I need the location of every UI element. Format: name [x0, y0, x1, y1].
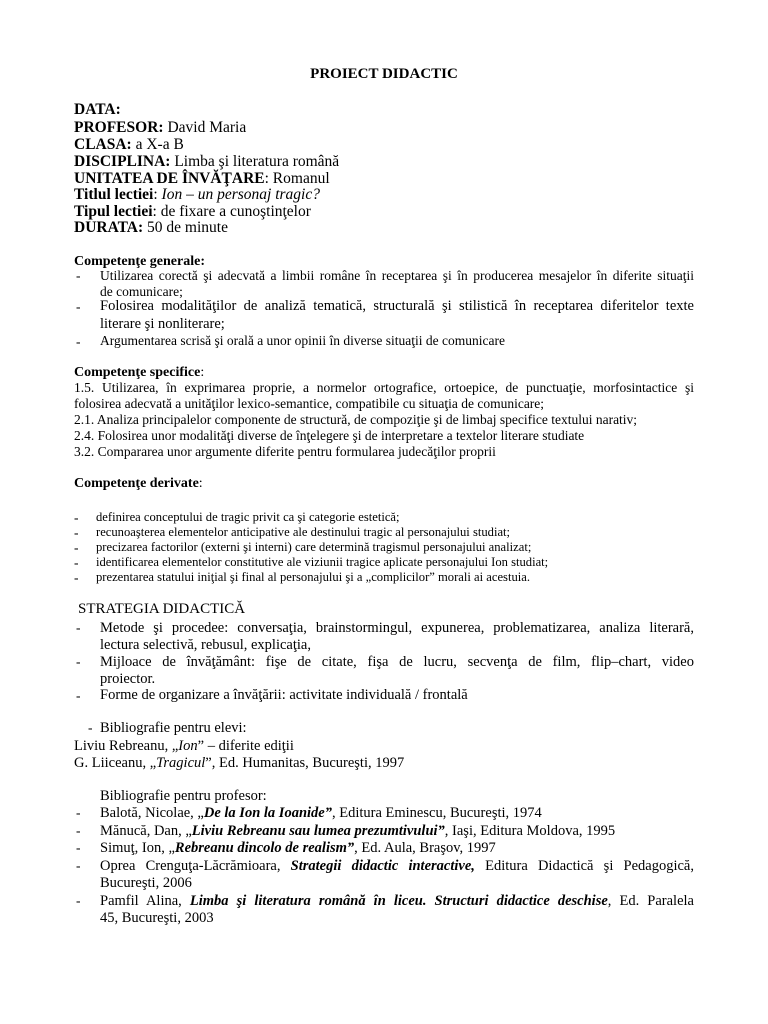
biblio-entry-cont: Bucureşti, 2006: [100, 875, 192, 891]
data-line: [74, 101, 121, 118]
competente-specifice-heading: Competenţe specifice:: [74, 365, 205, 380]
list-item: Argumentarea scrisă şi orală a unor opinii în diverse situaţii de comunicare: [100, 333, 505, 348]
durata-label: DURATA:: [74, 219, 144, 236]
titlul-value: Ion – un personaj tragic?: [161, 186, 320, 203]
list-dash: -: [76, 268, 81, 283]
clasa-line: [74, 136, 184, 153]
disciplina-label: DISCIPLINA:: [74, 153, 171, 170]
unitatea-label: UNITATEA DE ÎNVĂŢARE: [74, 170, 265, 187]
biblio-entry: Mănucă, Dan, „Liviu Rebreanu sau lumea prezumtivului”, Iaşi, Editura Moldova, 1995: [100, 823, 616, 839]
list-dash: -: [76, 840, 81, 855]
list-dash: -: [74, 570, 79, 585]
strategy-item: Mijloace de învăţământ: fişe de citate, fişa de lucru, secvenţa de film, flip–chart, video: [100, 654, 694, 670]
biblio-elevi-heading: Bibliografie pentru elevi:: [100, 720, 247, 736]
durata-value: 50 de minute: [143, 219, 228, 236]
data-label: DATA:: [74, 101, 121, 118]
disciplina-value: Limba şi literatura română: [170, 153, 340, 170]
strategia-heading: STRATEGIA DIDACTICĂ: [78, 601, 246, 617]
list-dash: -: [88, 720, 93, 735]
list-dash: -: [76, 299, 81, 314]
durata-line: [74, 219, 228, 236]
profesor-label: PROFESOR:: [74, 119, 164, 136]
list-dash: -: [74, 540, 79, 555]
derived-item: precizarea factorilor (externi şi interni) care determină tragismul personajului analizat;: [96, 540, 532, 554]
biblio-entry: Balotă, Nicolae, „De la Ion la Ioanide”, Editura Eminescu, Bucureşti, 1974: [100, 805, 542, 821]
list-dash: -: [76, 334, 81, 349]
list-dash: -: [76, 654, 81, 669]
list-dash: -: [76, 805, 81, 820]
derived-item: recunoaşterea elementelor anticipative ale destinului tragic al personajului studiat;: [96, 525, 511, 539]
tipul-value: : de fixare a cunoştinţelor: [152, 203, 311, 220]
derived-item: identificarea elementelor constitutive ale viziunii tragice aplicate personajului Ion studiat;: [96, 555, 549, 569]
biblio-profesor-heading: Bibliografie pentru profesor:: [100, 788, 267, 804]
list-dash: -: [76, 858, 81, 873]
tipul-line: [74, 203, 311, 220]
list-dash: -: [76, 823, 81, 838]
strategy-item: Forme de organizare a învăţării: activitate individuală / frontală: [100, 687, 468, 703]
tipul-label: Tipul lectiei: [74, 203, 153, 220]
derived-item: definirea conceptului de tragic privit ca şi categorie estetică;: [96, 510, 400, 524]
specific-line: 2.4. Folosirea unor modalităţi diverse de înţelegere şi de interpretare a textelor literare studiate: [74, 428, 585, 443]
specific-line: 1.5. Utilizarea, în exprimarea proprie, a normelor ortografice, ortoepice, de punctuaţie, morfosintactice şi: [74, 380, 694, 395]
document-title: PROIECT DIDACTIC: [310, 66, 458, 82]
clasa-value: a X-a B: [131, 136, 184, 153]
list-item-cont: literare şi nonliterare;: [100, 316, 225, 332]
titlul-label: Titlul lectiei: [74, 186, 154, 203]
list-dash: -: [76, 688, 81, 703]
derived-item: prezentarea statului iniţial şi final al personajului şi a „complicilor” morali ai acestuia.: [96, 570, 530, 584]
unitatea-value: : Romanul: [264, 170, 330, 187]
list-dash: -: [76, 893, 81, 908]
list-dash: -: [76, 620, 81, 635]
specific-line: folosirea adecvată a unităţilor lexico-semantice, compatibile cu situaţia de comunicare;: [74, 396, 545, 411]
strategy-item-cont: proiector.: [100, 671, 156, 687]
list-dash: -: [74, 525, 79, 540]
titlul-line: Titlul lectiei: Ion – un personaj tragic?: [74, 186, 320, 203]
specific-line: 2.1. Analiza principalelor componente de structură, de compoziţie şi de limbaj specifice textului narativ;: [74, 412, 638, 427]
list-dash: -: [74, 510, 79, 525]
biblio-entry: Liviu Rebreanu, „Ion” – diferite ediţii: [74, 738, 294, 754]
biblio-entry: Pamfil Alina, Limba şi literatura română în liceu. Structuri didactice deschise, Ed. Paralela: [100, 893, 694, 909]
strategy-item-cont: lectura selectivă, rebusul, explicaţia,: [100, 637, 311, 653]
biblio-entry: Simuţ, Ion, „Rebreanu dincolo de realism”, Ed. Aula, Braşov, 1997: [100, 840, 496, 856]
strategy-item: Metode şi procedee: conversaţia, brainstormingul, expunerea, problematizarea, analiza literară,: [100, 620, 694, 636]
biblio-entry: Oprea Crenguţa-Lăcrămioara, Strategii didactic interactive, Editura Didactică şi Pedagogică,: [100, 858, 694, 874]
list-item: Utilizarea corectă şi adecvată a limbii române în receptarea şi în producerea mesajelor în diferite situaţii: [100, 268, 694, 283]
biblio-entry-cont: 45, Bucureşti, 2003: [100, 910, 214, 926]
profesor-line: [74, 119, 246, 136]
list-item-cont: de comunicare;: [100, 284, 183, 299]
biblio-entry: G. Liiceanu, „Tragicul”, Ed. Humanitas, Bucureşti, 1997: [74, 755, 405, 771]
specific-line: 3.2. Compararea unor argumente diferite pentru formularea judecăţilor proprii: [74, 444, 496, 459]
unitatea-line: [74, 170, 330, 187]
list-item: Folosirea modalităţilor de analiză tematică, structurală şi stilistică în receptarea diferitelor texte: [100, 298, 694, 314]
competente-generale-heading: Competenţe generale:: [74, 254, 206, 269]
profesor-value: David Maria: [163, 119, 247, 136]
competente-derivate-heading: Competenţe derivate:: [74, 476, 203, 491]
list-dash: -: [74, 555, 79, 570]
disciplina-line: [74, 153, 339, 170]
clasa-label: CLASA:: [74, 136, 132, 153]
